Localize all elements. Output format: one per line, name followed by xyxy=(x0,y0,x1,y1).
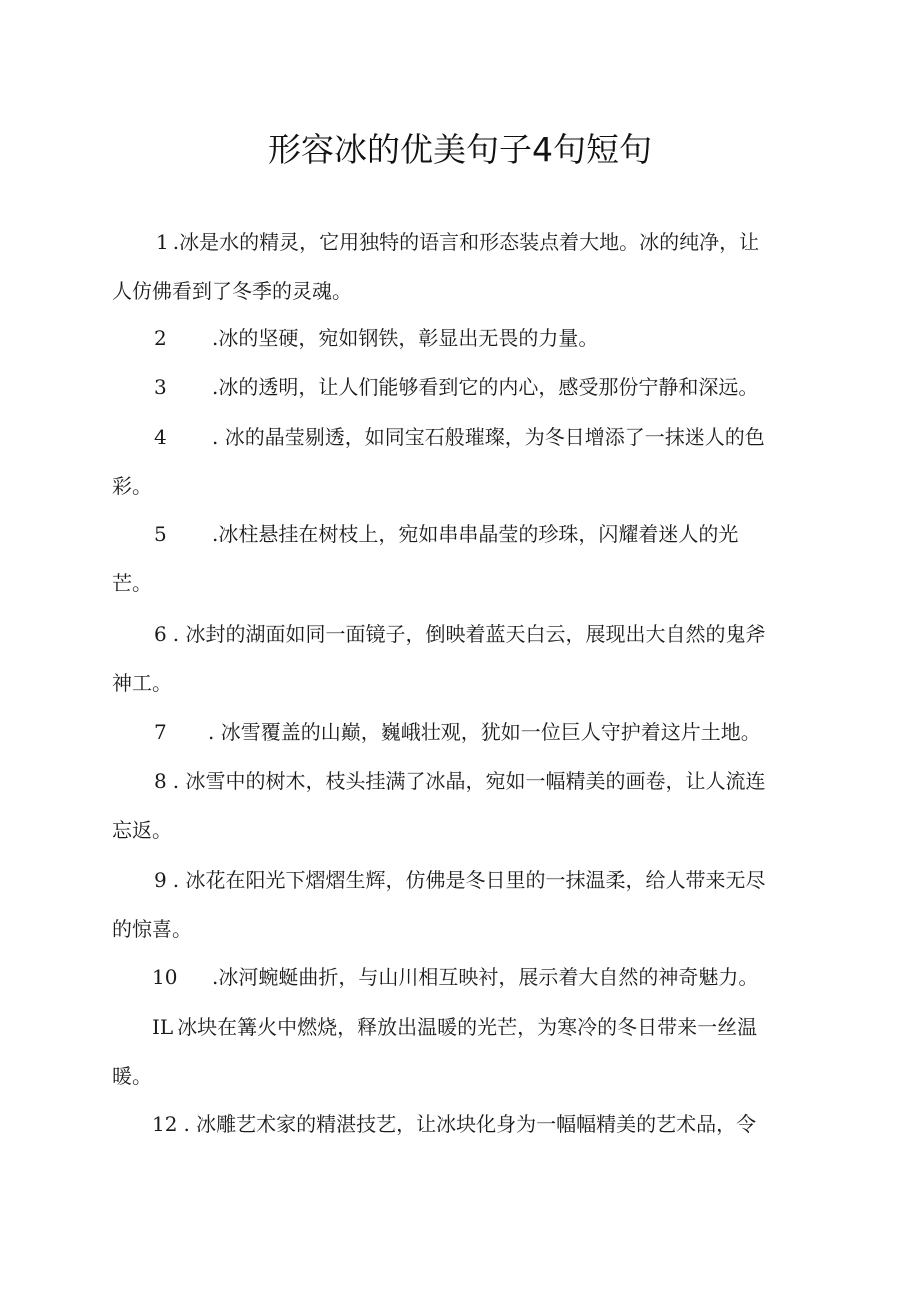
list-item xyxy=(112,856,812,954)
item-number: 6 xyxy=(154,622,167,646)
item-line-first xyxy=(112,856,812,905)
item-text: . 冰雪中的树木，枝头挂满了冰晶，宛如一幅精美的画卷，让人流连 xyxy=(172,769,766,793)
item-number: 8 xyxy=(154,769,167,793)
item-number: 1 xyxy=(156,230,169,254)
list-item xyxy=(112,1100,812,1149)
item-line-first xyxy=(112,953,812,1002)
item-line-second: 人仿佛看到了冬季的灵魂。 xyxy=(112,279,352,303)
item-text: . 冰雪覆盖的山巅，巍峨壮观，犹如一位巨人守护着这片土地。 xyxy=(208,720,761,744)
item-line-second: 的惊喜。 xyxy=(112,917,192,941)
item-text: .冰河蜿蜒曲折，与山川相互映衬，展示着大自然的神奇魅力。 xyxy=(212,965,759,989)
list-item xyxy=(112,413,812,511)
item-number: 4 xyxy=(154,425,167,449)
item-number: 10 xyxy=(152,965,178,989)
item-number: 3 xyxy=(154,375,167,399)
item-text: .冰的透明，让人们能够看到它的内心，感受那份宁静和深远。 xyxy=(212,375,759,399)
item-text: . 冰雕艺术家的精湛技艺，让冰块化身为一幅幅精美的艺术品，令 xyxy=(183,1112,757,1136)
list-item xyxy=(112,610,812,708)
item-text: . 冰的晶莹剔透，如同宝石般璀璨，为冬日增添了一抹迷人的色 xyxy=(212,425,765,449)
item-number: 7 xyxy=(154,720,167,744)
item-text: .冰的坚硬，宛如钢铁，彰显出无畏的力量。 xyxy=(212,326,599,350)
item-text: .冰是水的精灵，它用独特的语言和形态装点着大地。冰的纯净，让 xyxy=(172,230,760,254)
item-number: IL xyxy=(152,1015,174,1039)
list-item xyxy=(112,363,812,412)
item-line-first xyxy=(112,1003,812,1052)
list-item xyxy=(112,708,812,757)
item-number: 12 xyxy=(152,1112,178,1136)
item-number: 9 xyxy=(154,868,167,892)
list-item xyxy=(112,218,812,316)
item-text: .冰柱悬挂在树枝上，宛如串串晶莹的珍珠，闪耀着迷人的光 xyxy=(212,522,739,546)
item-text: 冰块在篝火中燃烧，释放出温暖的光芒，为寒冷的冬日带来一丝温 xyxy=(177,1015,758,1039)
list-item xyxy=(112,314,812,363)
item-text: . 冰封的湖面如同一面镜子，倒映着蓝天白云，展现出大自然的鬼斧 xyxy=(172,622,766,646)
list-item xyxy=(112,953,812,1002)
item-number: 2 xyxy=(154,326,167,350)
item-line-second: 忘返。 xyxy=(112,818,172,842)
item-line-second: 芒。 xyxy=(112,571,152,595)
list-item xyxy=(112,757,812,855)
item-line-second: 暖。 xyxy=(112,1064,152,1088)
item-line-first xyxy=(112,708,812,757)
item-line-first xyxy=(112,610,812,659)
item-number: 5 xyxy=(154,522,167,546)
item-line-first xyxy=(112,413,812,462)
item-line-first xyxy=(112,1100,812,1149)
item-line-first xyxy=(112,757,812,806)
item-line-first xyxy=(112,510,812,559)
item-line-first xyxy=(112,363,812,412)
list-item xyxy=(112,1003,812,1101)
item-line-first xyxy=(112,218,812,267)
page-title: 形容冰的优美句子4句短句 xyxy=(268,130,652,169)
item-text: . 冰花在阳光下熠熠生辉，仿佛是冬日里的一抹温柔，给人带来无尽 xyxy=(172,868,766,892)
item-line-second: 神工。 xyxy=(112,671,172,695)
list-item xyxy=(112,510,812,608)
item-line-second: 彩。 xyxy=(112,474,152,498)
item-line-first xyxy=(112,314,812,363)
